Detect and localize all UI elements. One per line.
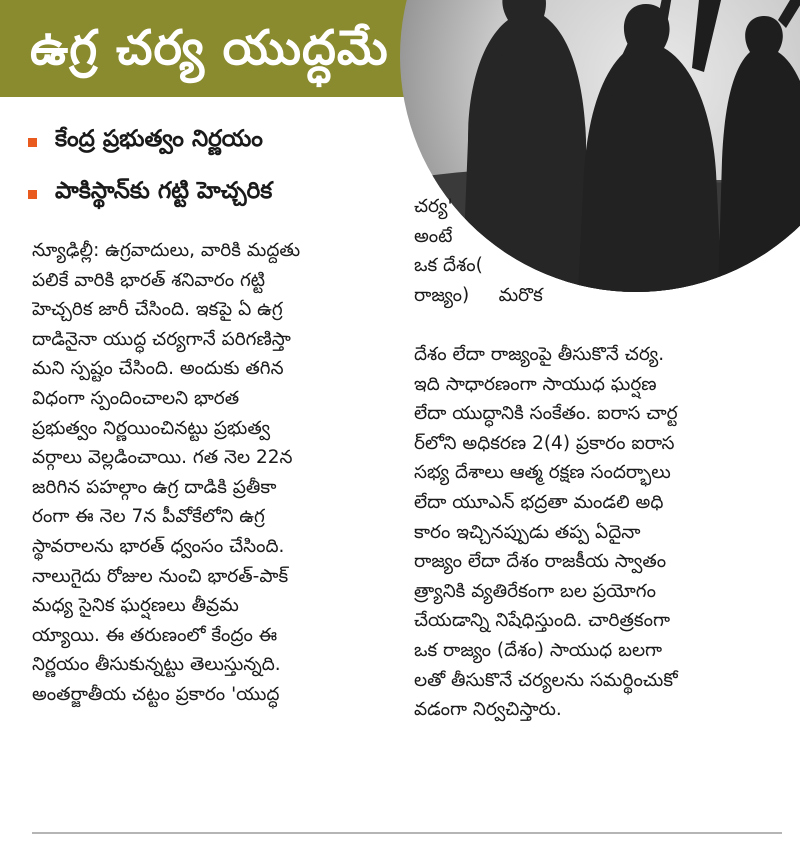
article-line: వడంగా నిర్వచిస్తారు. (414, 699, 562, 721)
article-line: రాజ్యం) మరొక (414, 284, 543, 306)
article-line: రంగా ఈ నెల 7న పీవోకేలోని ఉగ్ర (32, 506, 265, 528)
article-line: ఇది సాధారణంగా సాయుధ ఘర్షణ (414, 373, 657, 395)
article-line: దాడినైనా యుద్ధ చర్యగానే పరిగణిస్తా (32, 328, 291, 350)
bullet-item (28, 168, 272, 220)
article-line: ఒక దేశం( (414, 255, 483, 277)
article-line: ప్రభుత్వం నిర్ణయించినట్టు ప్రభుత్వ (32, 417, 271, 439)
bullet-text: పాకిస్థాన్‌కు గట్టి హెచ్చరిక (55, 178, 273, 204)
article-line: మని స్పష్టం చేసింది. అందుకు తగిన (32, 358, 284, 380)
article-line: విధంగా స్పందించాలని భారత (32, 387, 240, 409)
bullet-square-icon (28, 138, 37, 147)
bullet-item (28, 116, 272, 168)
article-column-right-top (414, 192, 574, 310)
article-line: లేదా యూఎన్ భద్రతా మండలి అధి (414, 491, 664, 513)
article-line: మధ్య సైనిక ఘర్షణలు తీవ్రమ (32, 595, 239, 617)
article-line: చేయడాన్ని నిషేధిస్తుంది. చారిత్రకంగా (414, 610, 670, 632)
article-line: స్థావరాలను భారత్ ధ్వంసం చేసింది. (32, 535, 285, 557)
article-line: అంతర్జాతీయ చట్టం ప్రకారం 'యుద్ధ (32, 683, 280, 705)
article-line: దేశం లేదా రాజ్యంపై తీసుకొనే చర్య. (414, 344, 665, 365)
bullet-square-icon (28, 190, 37, 199)
article-line: య్యాయి. ఈ తరుణంలో కేంద్రం ఈ (32, 624, 278, 646)
article-line: అంటే (414, 225, 453, 247)
article-line: చర్య' (414, 196, 453, 217)
bottom-divider (32, 832, 782, 834)
article-line: సభ్య దేశాలు ఆత్మ రక్షణ సందర్భాలు (414, 462, 671, 484)
article-line: త్ర్యానికి వ్యతిరేకంగా బల ప్రయోగం (414, 580, 656, 602)
bullet-text: కేంద్ర ప్రభుత్వం నిర్ణయం (55, 126, 263, 152)
headline: ఉగ్ర చర్య యుద్ధమే (30, 20, 389, 76)
article-line: నాలుగైదు రోజుల నుంచి భారత్-పాక్ (32, 565, 289, 587)
article-line: కారం ఇచ్చినప్పుడు తప్ప ఏదైనా (414, 521, 641, 543)
article-line: ర్‌లోని అధికరణ 2(4) ప్రకారం ఐరాస (414, 432, 675, 454)
article-line: హెచ్చరిక జారీ చేసింది. ఇకపై ఏ ఉగ్ర (32, 299, 283, 321)
article-column-left (32, 236, 387, 710)
article-line: పలికే వారికి భారత్ శనివారం గట్టి (32, 269, 266, 291)
article-line: లేదా యుద్ధానికి సంకేతం. ఐరాస చార్ట (414, 403, 678, 425)
bullet-list (28, 116, 272, 220)
article-line: లతో తీసుకొనే చర్యలను సమర్థించుకో (414, 669, 678, 691)
article-line: న్యూఢిల్లీ: ఉగ్రవాదులు, వారికి మద్దతు (32, 240, 301, 261)
article-column-right (414, 340, 779, 725)
article-line: నిర్ణయం తీసుకున్నట్టు తెలుస్తున్నది. (32, 654, 281, 676)
article-line: రాజ్యం లేదా దేశం రాజకీయ స్వాతం (414, 551, 667, 573)
article-line: ఒక రాజ్యం (దేశం) సాయుధ బలగా (414, 639, 663, 661)
article-line: వర్గాలు వెల్లడించాయి. గత నెల 22న (32, 447, 293, 469)
article-line: జరిగిన పహల్గాం ఉగ్ర దాడికి ప్రతీకా (32, 476, 277, 498)
